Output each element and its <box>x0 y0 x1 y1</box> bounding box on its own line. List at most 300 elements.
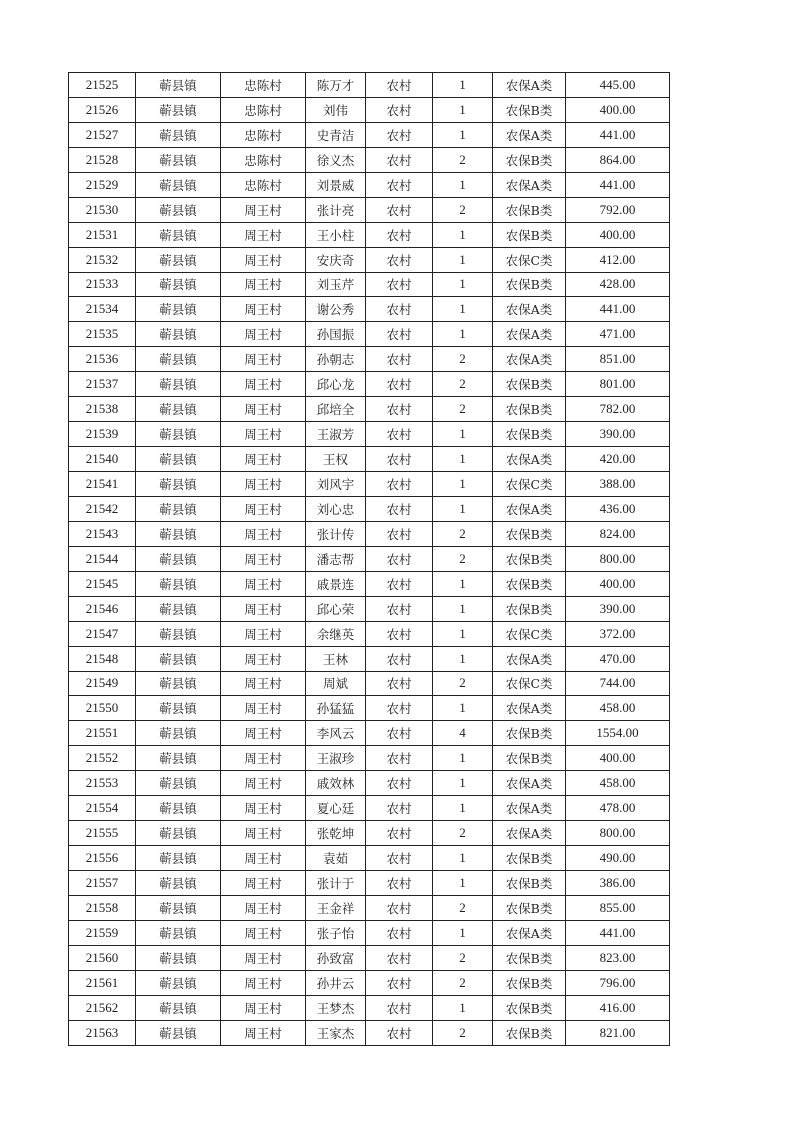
cell-insurance-category: 农保A类 <box>493 172 566 197</box>
cell-household-type: 农村 <box>366 472 433 497</box>
cell-insurance-category: 农保B类 <box>493 197 566 222</box>
cell-village: 周王村 <box>221 796 306 821</box>
cell-amount: 390.00 <box>566 422 670 447</box>
cell-amount: 821.00 <box>566 1020 670 1045</box>
table-row <box>69 596 670 621</box>
cell-person-name: 刘风宇 <box>306 472 366 497</box>
table-row <box>69 920 670 945</box>
cell-record-id: 21532 <box>69 247 136 272</box>
cell-record-id: 21538 <box>69 397 136 422</box>
table-row <box>69 197 670 222</box>
cell-household-type: 农村 <box>366 297 433 322</box>
cell-person-name: 孙井云 <box>306 970 366 995</box>
cell-household-type: 农村 <box>366 846 433 871</box>
cell-village: 周王村 <box>221 571 306 596</box>
cell-member-count: 1 <box>433 796 493 821</box>
cell-village: 周王村 <box>221 596 306 621</box>
cell-record-id: 21546 <box>69 596 136 621</box>
cell-person-name: 张计传 <box>306 521 366 546</box>
cell-town: 蕲县镇 <box>136 322 221 347</box>
cell-insurance-category: 农保B类 <box>493 546 566 571</box>
cell-record-id: 21535 <box>69 322 136 347</box>
cell-town: 蕲县镇 <box>136 746 221 771</box>
table-row <box>69 696 670 721</box>
cell-record-id: 21548 <box>69 646 136 671</box>
table-row <box>69 97 670 122</box>
cell-member-count: 2 <box>433 197 493 222</box>
table-row <box>69 347 670 372</box>
table-row <box>69 422 670 447</box>
cell-person-name: 戚景连 <box>306 571 366 596</box>
cell-household-type: 农村 <box>366 621 433 646</box>
cell-town: 蕲县镇 <box>136 472 221 497</box>
cell-person-name: 余继英 <box>306 621 366 646</box>
cell-member-count: 1 <box>433 122 493 147</box>
table-row <box>69 746 670 771</box>
cell-insurance-category: 农保B类 <box>493 721 566 746</box>
cell-member-count: 1 <box>433 746 493 771</box>
cell-town: 蕲县镇 <box>136 247 221 272</box>
cell-member-count: 1 <box>433 696 493 721</box>
cell-household-type: 农村 <box>366 222 433 247</box>
cell-person-name: 王权 <box>306 447 366 472</box>
cell-village: 周王村 <box>221 746 306 771</box>
cell-person-name: 张子怡 <box>306 920 366 945</box>
cell-town: 蕲县镇 <box>136 871 221 896</box>
cell-record-id: 21562 <box>69 995 136 1020</box>
cell-person-name: 王淑芳 <box>306 422 366 447</box>
records-table <box>68 72 670 1046</box>
cell-village: 周王村 <box>221 496 306 521</box>
table-row <box>69 895 670 920</box>
cell-town: 蕲县镇 <box>136 97 221 122</box>
cell-household-type: 农村 <box>366 571 433 596</box>
cell-person-name: 潘志帮 <box>306 546 366 571</box>
cell-town: 蕲县镇 <box>136 197 221 222</box>
cell-town: 蕲县镇 <box>136 771 221 796</box>
cell-record-id: 21542 <box>69 496 136 521</box>
cell-village: 周王村 <box>221 197 306 222</box>
table-row <box>69 447 670 472</box>
cell-person-name: 安庆奇 <box>306 247 366 272</box>
cell-member-count: 1 <box>433 322 493 347</box>
cell-record-id: 21528 <box>69 147 136 172</box>
cell-household-type: 农村 <box>366 122 433 147</box>
cell-amount: 400.00 <box>566 97 670 122</box>
cell-record-id: 21563 <box>69 1020 136 1045</box>
cell-village: 周王村 <box>221 247 306 272</box>
cell-person-name: 邱培全 <box>306 397 366 422</box>
cell-household-type: 农村 <box>366 970 433 995</box>
cell-household-type: 农村 <box>366 447 433 472</box>
cell-amount: 390.00 <box>566 596 670 621</box>
cell-member-count: 1 <box>433 596 493 621</box>
cell-town: 蕲县镇 <box>136 297 221 322</box>
cell-amount: 782.00 <box>566 397 670 422</box>
cell-insurance-category: 农保A类 <box>493 646 566 671</box>
cell-household-type: 农村 <box>366 920 433 945</box>
cell-member-count: 2 <box>433 372 493 397</box>
cell-household-type: 农村 <box>366 746 433 771</box>
cell-amount: 412.00 <box>566 247 670 272</box>
table-row <box>69 472 670 497</box>
table-row <box>69 671 670 696</box>
cell-person-name: 孙国振 <box>306 322 366 347</box>
cell-person-name: 张计亮 <box>306 197 366 222</box>
table-row <box>69 322 670 347</box>
cell-record-id: 21526 <box>69 97 136 122</box>
cell-record-id: 21549 <box>69 671 136 696</box>
cell-amount: 796.00 <box>566 970 670 995</box>
cell-town: 蕲县镇 <box>136 796 221 821</box>
cell-household-type: 农村 <box>366 596 433 621</box>
table-row <box>69 796 670 821</box>
cell-household-type: 农村 <box>366 771 433 796</box>
cell-household-type: 农村 <box>366 821 433 846</box>
cell-household-type: 农村 <box>366 546 433 571</box>
cell-village: 周王村 <box>221 322 306 347</box>
cell-household-type: 农村 <box>366 696 433 721</box>
cell-village: 周王村 <box>221 646 306 671</box>
cell-member-count: 4 <box>433 721 493 746</box>
table-row <box>69 222 670 247</box>
cell-amount: 855.00 <box>566 895 670 920</box>
cell-household-type: 农村 <box>366 372 433 397</box>
table-row <box>69 546 670 571</box>
cell-village: 忠陈村 <box>221 73 306 98</box>
cell-amount: 400.00 <box>566 222 670 247</box>
cell-insurance-category: 农保B类 <box>493 945 566 970</box>
cell-insurance-category: 农保C类 <box>493 472 566 497</box>
cell-amount: 458.00 <box>566 771 670 796</box>
cell-insurance-category: 农保C类 <box>493 671 566 696</box>
cell-amount: 388.00 <box>566 472 670 497</box>
cell-member-count: 1 <box>433 222 493 247</box>
cell-village: 周王村 <box>221 521 306 546</box>
cell-member-count: 2 <box>433 521 493 546</box>
cell-member-count: 1 <box>433 846 493 871</box>
cell-record-id: 21543 <box>69 521 136 546</box>
cell-village: 周王村 <box>221 945 306 970</box>
cell-person-name: 邱心龙 <box>306 372 366 397</box>
cell-member-count: 1 <box>433 272 493 297</box>
cell-person-name: 袁茹 <box>306 846 366 871</box>
cell-amount: 824.00 <box>566 521 670 546</box>
cell-village: 周王村 <box>221 546 306 571</box>
cell-town: 蕲县镇 <box>136 222 221 247</box>
cell-village: 周王村 <box>221 272 306 297</box>
cell-village: 周王村 <box>221 970 306 995</box>
cell-insurance-category: 农保A类 <box>493 496 566 521</box>
cell-insurance-category: 农保B类 <box>493 97 566 122</box>
cell-person-name: 刘景威 <box>306 172 366 197</box>
cell-insurance-category: 农保A类 <box>493 122 566 147</box>
table-row <box>69 397 670 422</box>
cell-amount: 441.00 <box>566 172 670 197</box>
cell-town: 蕲县镇 <box>136 521 221 546</box>
table-row <box>69 945 670 970</box>
cell-household-type: 农村 <box>366 322 433 347</box>
cell-insurance-category: 农保C类 <box>493 247 566 272</box>
cell-record-id: 21539 <box>69 422 136 447</box>
cell-member-count: 1 <box>433 472 493 497</box>
cell-person-name: 刘伟 <box>306 97 366 122</box>
cell-insurance-category: 农保A类 <box>493 821 566 846</box>
cell-village: 忠陈村 <box>221 122 306 147</box>
cell-town: 蕲县镇 <box>136 671 221 696</box>
cell-record-id: 21530 <box>69 197 136 222</box>
cell-person-name: 李风云 <box>306 721 366 746</box>
cell-amount: 420.00 <box>566 447 670 472</box>
cell-member-count: 2 <box>433 945 493 970</box>
cell-member-count: 2 <box>433 546 493 571</box>
cell-amount: 851.00 <box>566 347 670 372</box>
cell-household-type: 农村 <box>366 347 433 372</box>
table-row <box>69 871 670 896</box>
cell-record-id: 21533 <box>69 272 136 297</box>
table-row <box>69 297 670 322</box>
cell-record-id: 21540 <box>69 447 136 472</box>
cell-person-name: 刘玉芹 <box>306 272 366 297</box>
table-row <box>69 372 670 397</box>
cell-member-count: 1 <box>433 447 493 472</box>
cell-person-name: 戚效林 <box>306 771 366 796</box>
cell-town: 蕲县镇 <box>136 895 221 920</box>
cell-insurance-category: 农保B类 <box>493 871 566 896</box>
cell-village: 周王村 <box>221 871 306 896</box>
cell-village: 周王村 <box>221 721 306 746</box>
cell-household-type: 农村 <box>366 871 433 896</box>
cell-person-name: 王淑珍 <box>306 746 366 771</box>
cell-member-count: 1 <box>433 995 493 1020</box>
cell-member-count: 1 <box>433 920 493 945</box>
cell-insurance-category: 农保B类 <box>493 1020 566 1045</box>
cell-record-id: 21531 <box>69 222 136 247</box>
cell-person-name: 史青洁 <box>306 122 366 147</box>
cell-amount: 1554.00 <box>566 721 670 746</box>
cell-village: 周王村 <box>221 995 306 1020</box>
table-row <box>69 1020 670 1045</box>
cell-amount: 792.00 <box>566 197 670 222</box>
cell-household-type: 农村 <box>366 247 433 272</box>
cell-village: 周王村 <box>221 472 306 497</box>
cell-amount: 458.00 <box>566 696 670 721</box>
table-row <box>69 995 670 1020</box>
cell-village: 忠陈村 <box>221 97 306 122</box>
cell-town: 蕲县镇 <box>136 372 221 397</box>
cell-amount: 441.00 <box>566 920 670 945</box>
cell-town: 蕲县镇 <box>136 397 221 422</box>
table-row <box>69 521 670 546</box>
table-row <box>69 970 670 995</box>
cell-member-count: 2 <box>433 147 493 172</box>
cell-member-count: 1 <box>433 97 493 122</box>
cell-amount: 400.00 <box>566 571 670 596</box>
cell-town: 蕲县镇 <box>136 147 221 172</box>
cell-town: 蕲县镇 <box>136 496 221 521</box>
table-row <box>69 646 670 671</box>
cell-village: 周王村 <box>221 920 306 945</box>
cell-person-name: 王梦杰 <box>306 995 366 1020</box>
cell-town: 蕲县镇 <box>136 995 221 1020</box>
cell-record-id: 21534 <box>69 297 136 322</box>
cell-household-type: 农村 <box>366 995 433 1020</box>
cell-amount: 441.00 <box>566 122 670 147</box>
cell-village: 周王村 <box>221 696 306 721</box>
cell-town: 蕲县镇 <box>136 920 221 945</box>
cell-record-id: 21527 <box>69 122 136 147</box>
table-row <box>69 771 670 796</box>
cell-amount: 801.00 <box>566 372 670 397</box>
cell-household-type: 农村 <box>366 422 433 447</box>
cell-insurance-category: 农保A类 <box>493 920 566 945</box>
cell-household-type: 农村 <box>366 1020 433 1045</box>
cell-member-count: 1 <box>433 496 493 521</box>
cell-town: 蕲县镇 <box>136 122 221 147</box>
cell-person-name: 王林 <box>306 646 366 671</box>
cell-village: 忠陈村 <box>221 172 306 197</box>
cell-record-id: 21541 <box>69 472 136 497</box>
cell-record-id: 21560 <box>69 945 136 970</box>
cell-town: 蕲县镇 <box>136 596 221 621</box>
cell-household-type: 农村 <box>366 272 433 297</box>
cell-member-count: 1 <box>433 571 493 596</box>
cell-amount: 744.00 <box>566 671 670 696</box>
table-row <box>69 247 670 272</box>
cell-village: 周王村 <box>221 372 306 397</box>
cell-member-count: 1 <box>433 871 493 896</box>
cell-insurance-category: 农保B类 <box>493 746 566 771</box>
cell-insurance-category: 农保A类 <box>493 696 566 721</box>
cell-household-type: 农村 <box>366 197 433 222</box>
cell-member-count: 1 <box>433 422 493 447</box>
cell-amount: 386.00 <box>566 871 670 896</box>
cell-insurance-category: 农保C类 <box>493 621 566 646</box>
cell-member-count: 1 <box>433 73 493 98</box>
cell-household-type: 农村 <box>366 147 433 172</box>
cell-person-name: 谢公秀 <box>306 297 366 322</box>
cell-household-type: 农村 <box>366 496 433 521</box>
cell-amount: 470.00 <box>566 646 670 671</box>
cell-person-name: 夏心廷 <box>306 796 366 821</box>
cell-record-id: 21545 <box>69 571 136 596</box>
cell-member-count: 1 <box>433 247 493 272</box>
cell-town: 蕲县镇 <box>136 646 221 671</box>
table-row <box>69 73 670 98</box>
cell-insurance-category: 农保B类 <box>493 596 566 621</box>
cell-town: 蕲县镇 <box>136 73 221 98</box>
cell-town: 蕲县镇 <box>136 347 221 372</box>
cell-town: 蕲县镇 <box>136 272 221 297</box>
table-row <box>69 122 670 147</box>
cell-village: 周王村 <box>221 222 306 247</box>
cell-member-count: 2 <box>433 970 493 995</box>
cell-record-id: 21555 <box>69 821 136 846</box>
cell-record-id: 21554 <box>69 796 136 821</box>
cell-member-count: 2 <box>433 821 493 846</box>
cell-record-id: 21553 <box>69 771 136 796</box>
cell-record-id: 21544 <box>69 546 136 571</box>
cell-member-count: 1 <box>433 771 493 796</box>
cell-person-name: 陈万才 <box>306 73 366 98</box>
cell-member-count: 1 <box>433 172 493 197</box>
cell-town: 蕲县镇 <box>136 422 221 447</box>
cell-insurance-category: 农保B类 <box>493 970 566 995</box>
cell-amount: 471.00 <box>566 322 670 347</box>
cell-person-name: 王家杰 <box>306 1020 366 1045</box>
cell-town: 蕲县镇 <box>136 571 221 596</box>
cell-insurance-category: 农保B类 <box>493 571 566 596</box>
cell-village: 忠陈村 <box>221 147 306 172</box>
cell-town: 蕲县镇 <box>136 970 221 995</box>
cell-amount: 400.00 <box>566 746 670 771</box>
cell-person-name: 孙猛猛 <box>306 696 366 721</box>
cell-member-count: 2 <box>433 895 493 920</box>
table-body <box>69 73 670 1046</box>
cell-record-id: 21558 <box>69 895 136 920</box>
cell-household-type: 农村 <box>366 521 433 546</box>
cell-insurance-category: 农保A类 <box>493 796 566 821</box>
cell-person-name: 孙朝志 <box>306 347 366 372</box>
cell-person-name: 刘心忠 <box>306 496 366 521</box>
cell-amount: 823.00 <box>566 945 670 970</box>
cell-village: 周王村 <box>221 671 306 696</box>
cell-insurance-category: 农保B类 <box>493 222 566 247</box>
cell-record-id: 21537 <box>69 372 136 397</box>
cell-household-type: 农村 <box>366 646 433 671</box>
cell-member-count: 2 <box>433 1020 493 1045</box>
cell-amount: 436.00 <box>566 496 670 521</box>
cell-village: 周王村 <box>221 1020 306 1045</box>
cell-insurance-category: 农保B类 <box>493 422 566 447</box>
cell-village: 周王村 <box>221 846 306 871</box>
cell-member-count: 1 <box>433 646 493 671</box>
cell-town: 蕲县镇 <box>136 546 221 571</box>
cell-household-type: 农村 <box>366 895 433 920</box>
cell-record-id: 21529 <box>69 172 136 197</box>
cell-village: 周王村 <box>221 621 306 646</box>
cell-amount: 490.00 <box>566 846 670 871</box>
table-row <box>69 621 670 646</box>
cell-amount: 864.00 <box>566 147 670 172</box>
cell-village: 周王村 <box>221 422 306 447</box>
table-row <box>69 172 670 197</box>
cell-town: 蕲县镇 <box>136 696 221 721</box>
cell-amount: 428.00 <box>566 272 670 297</box>
cell-town: 蕲县镇 <box>136 172 221 197</box>
cell-household-type: 农村 <box>366 671 433 696</box>
cell-person-name: 张乾坤 <box>306 821 366 846</box>
cell-town: 蕲县镇 <box>136 945 221 970</box>
cell-household-type: 农村 <box>366 73 433 98</box>
cell-amount: 445.00 <box>566 73 670 98</box>
cell-town: 蕲县镇 <box>136 447 221 472</box>
cell-insurance-category: 农保B类 <box>493 521 566 546</box>
cell-town: 蕲县镇 <box>136 1020 221 1045</box>
cell-member-count: 2 <box>433 347 493 372</box>
cell-village: 周王村 <box>221 447 306 472</box>
cell-household-type: 农村 <box>366 397 433 422</box>
cell-household-type: 农村 <box>366 172 433 197</box>
cell-record-id: 21550 <box>69 696 136 721</box>
cell-town: 蕲县镇 <box>136 821 221 846</box>
cell-village: 周王村 <box>221 397 306 422</box>
cell-record-id: 21557 <box>69 871 136 896</box>
table-row <box>69 846 670 871</box>
cell-record-id: 21561 <box>69 970 136 995</box>
cell-village: 周王村 <box>221 771 306 796</box>
cell-insurance-category: 农保A类 <box>493 347 566 372</box>
